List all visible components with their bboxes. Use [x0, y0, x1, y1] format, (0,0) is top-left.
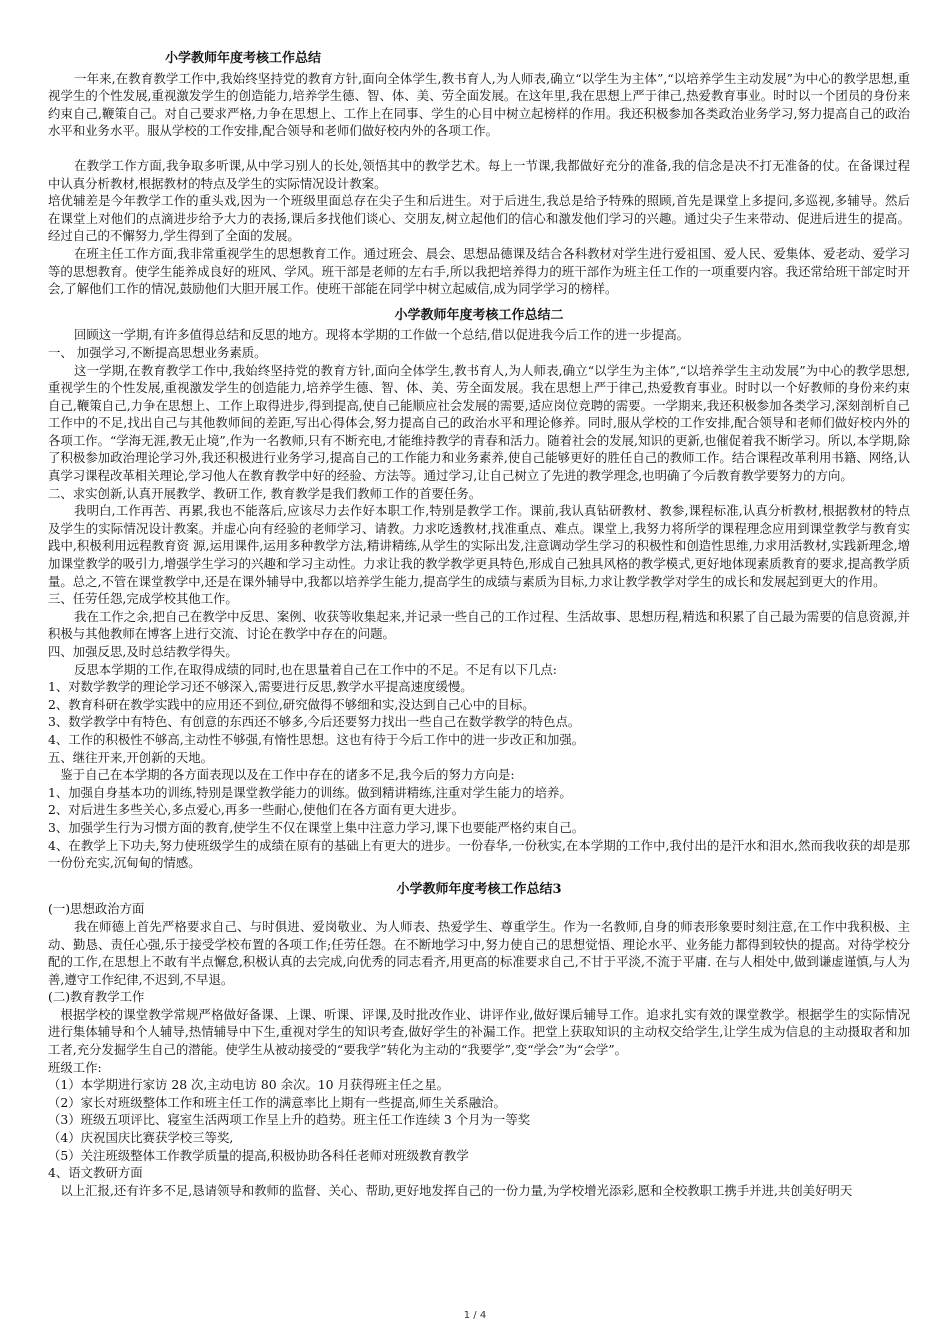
list-item: （5）关注班级整体工作教学质量的提高,积极协助各科任老师对班级教育教学 [48, 1147, 469, 1163]
heading-line: 二、求实创新,认真开展教学、教研工作, 教育教学是我们教师工作的首要任务。 [48, 485, 482, 501]
paragraph: 我在师德上首先严格要求自己、与时俱进、爱岗敬业、为人师表、热爱学生、尊重学生。作为一名教师,自身的师表形象要时刻注意,在工作中我积极、主动、勤恳、责任心强,乐于接受学校布置的各项工作;任劳任怨。在不断地学习中,努力使自己的思想觉悟、理论水平、业务能力都得到较快的提高。对待学校分配的工作,在思想上不敢有半点懈怠,积极认真的去完成,向优秀的同志看齐,用更高的标准要求自己,不甘于平淡,不流于平庸. 在与人相处中,做到谦虚谨慎,与人为善,遵守工作纪律,不迟到,不早退。 [48, 918, 910, 987]
blank-line [48, 140, 910, 157]
list-item: 2、教育科研在教学实践中的应用还不到位,研究做得不够细和实,没达到自己心中的目标。 [48, 696, 535, 712]
section-title-2: 小学教师年度考核工作总结二 [394, 307, 564, 323]
paragraph: 根据学校的课堂教学常规严格做好备课、上课、听课、评课,及时批改作业、讲评作业,做好课后辅导工作。追求扎实有效的课堂教学。根据学生的实际情况进行集体辅导和个人辅导,热情辅导中下生,重视对学生的知识考查,做好学生的补漏工作。把堂上获取知识的主动权交给学生,让学生成为信息的主动摄取者和加工者,充分发掘学生自己的潜能。使学生从被动接受的“要我学”转化为主动的“我要学”,变“学会”为“会学”。 [48, 1006, 910, 1058]
paragraph: 鉴于自己在本学期的各方面表现以及在工作中存在的诸多不足,我今后的努力方向是: [60, 767, 515, 783]
list-item: 1、对数学教学的理论学习还不够深入,需要进行反思,教学水平提高速度缓慢。 [48, 679, 473, 695]
heading-line: 一、 加强学习,不断提高思想业务素质。 [48, 344, 267, 360]
paragraph: 在班主任工作方面,我非常重视学生的思想教育工作。通过班会、晨会、思想品德课及结合各科教材对学生进行爱祖国、爱人民、爱集体、爱老动、爱学习等的思想教育。使学生能养成良好的班风、学风。班干部是老师的左右手,所以我把培养得力的班干部作为班主任工作的一项重要内容。我还常给班干部定时开会,了解他们工作的情况,鼓励他们大胆开展工作。使班干部能在同学中树立起威信,成为同学学习的榜样。 [48, 245, 910, 297]
paragraph: 这一学期,在教育教学工作中,我始终坚持党的教育方针,面向全体学生,教书育人,为人师表,确立“以学生为主体”,“以培养学生主动发展”为中心的教学思想,重视学生的个性发展,重视激发学生的创造能力,培养学生德、智、体、美、劳全面发展。我在思想上严于律己,热爱教育事业。时时以一个好教师的身份来约束自己,鞭策自己,力争在思想上、工作上取得进步,得到提高,使自己能顺应社会发展的需要,适应岗位竞聘的需要。一学期来,我还积极参加各类学习,深刻剖析自己工作中的不足,找出自己与其他教师间的差距,写出心得体会,努力提高自己的政治水平和理论修养。同时,服从学校的工作安排,配合领导和老师们做好校内外的各项工作。“学海无涯,教无止境”,作为一名教师,只有不断充电,才能维持教学的青春和活力。随着社会的发展,知识的更新,也催促着我不断学习。所以,本学期,除了积极参加政治理论学习外,我还积极进行业务学习,提高自己的工作能力和业务素养,使自己能够更好的胜任自己的教师工作。结合课程改革利用书籍、网络,认真学习课程改革相关理论,学习他人在教育教学中好的经验、方法等。通过学习,让自己树立了先进的教学理念,也明确了今后教育教学要努力的方向。 [48, 362, 910, 484]
heading-line: 三、任劳任怨,完成学校其他工作。 [48, 591, 238, 607]
paragraph: 培优辅差是今年教学工作的重头戏,因为一个班级里面总存在尖子生和后进生。对于后进生,我总是给予特殊的照顾,首先是课堂上多提问,多巡视,多辅导。然后在课堂上对他们的点滴进步给予大力的表扬,课后多找他们谈心、交朋友,树立起他们的信心和激发他们学习的兴趣。通过尖子生来带动、促进后进生的提高。经过自己的不懈努力,学生得到了全面的发展。 [48, 193, 910, 244]
heading-line: 4、语文教研方面 [48, 1165, 143, 1181]
heading-line: (二)教育教学工作 [48, 989, 145, 1005]
paragraph: 我在工作之余,把自己在教学中反思、案例、收获等收集起来,并记录一些自己的工作过程、生活故事、思想历程,精选和积累了自己最为需要的信息资源,并积极与其他教师在博客上进行交流、讨论在教学中存在的问题。 [48, 608, 910, 642]
heading-line: 五、继往开来,开创新的天地。 [48, 749, 214, 765]
section-title-1: 小学教师年度考核工作总结 [165, 51, 322, 66]
heading-line: 班级工作: [48, 1059, 102, 1075]
list-item: 1、加强自身基本功的训练,特别是课堂教学能力的训练。做到精讲精练,注重对学生能力的培养。 [48, 784, 572, 800]
paragraph: 一年来,在教育教学工作中,我始终坚持党的教育方针,面向全体学生,教书育人,为人师表,确立“以学生为主体”,“以培养学生主动发展”为中心的教学思想,重视学生的个性发展,重视激发学生的创造能力,培养学生德、智、体、美、劳全面发展。在这年里,我在思想上严于律己,热爱教育事业。时时以一个团员的身份来约束自己,鞭策自己。对自己要求严格,力争在思想上、工作上在同事、学生的心目中树立起榜样的作用。我还积极参加各类政治业务学习,努力提高自己的政治水平和业务水平。服从学校的工作安排,配合领导和老师们做好校内外的各项工作。 [48, 70, 910, 139]
list-item: （4）庆祝国庆比赛获学校三等奖, [48, 1130, 234, 1146]
paragraph: 反思本学期的工作,在取得成绩的同时,也在思量着自己在工作中的不足。不足有以下几点: [74, 661, 557, 677]
list-item: 3、数学教学中有特色、有创意的东西还不够多,今后还要努力找出一些自己在数学教学的特色点。 [48, 714, 581, 730]
list-item: 2、对后进生多些关心,多点爱心,再多一些耐心,使他们在各方面有更大进步。 [48, 802, 465, 818]
list-item: （2）家长对班级整体工作和班主任工作的满意率比上期有一些提高,师生关系融洽。 [48, 1094, 506, 1110]
page-number: 1 / 4 [463, 1310, 487, 1321]
paragraph: 回顾这一学期,有许多值得总结和反思的地方。现将本学期的工作做一个总结,借以促进我今后工作的进一步提高。 [74, 327, 690, 343]
document-page [48, 50, 910, 1199]
list-item: （3）班级五项评比、寝室生活两项工作呈上升的趋势。班主任工作连续 3 个月为一等奖 [48, 1112, 531, 1128]
section-title-3: 小学教师年度考核工作总结3 [396, 881, 562, 897]
paragraph: 我明白,工作再苦、再累,我也不能落后,应该尽力去作好本职工作,特别是教学工作。课前,我认真钻研教材、教参,课程标准,认真分析教材,根据教材的特点及学生的实际情况设计教案。并虚心向有经验的老师学习、请教。力求吃透教材,找准重点、难点。课堂上,我努力将所学的课程理念应用到课堂教学与教育实践中,积极利用远程教育资 源,运用课件,运用多种教学方法,精讲精练,从学生的实际出发,注意调动学生学习的积极性和创造性思维,力求用活教材,实践新理念,增加课堂教学的吸引力,增强学生学习的兴趣和学习主动性。力求让我的教学教学更具特色,形成自己独具风格的教学模式,更好地体现素质教育的要求,提高教学质量。总之,不管在课堂教学中,还是在课外辅导中,我都以培养学生能力,提高学生的成绩与素质为目标,力求让教学教学对学生的成长和发展起到更大的作用。 [48, 503, 910, 589]
paragraph: 在教学工作方面,我争取多听课,从中学习别人的长处,领悟其中的教学艺术。每上一节课,我都做好充分的准备,我的信念是决不打无准备的仗。在备课过程中认真分析教材,根据教材的特点及学生的实际情况设计教案。 [48, 157, 910, 191]
paragraph: 以上汇报,还有许多不足,恳请领导和教师的监督、关心、帮助,更好地发挥自己的一份力量,为学校增光添彩,愿和全校教职工携手并进,共创美好明天 [60, 1182, 853, 1198]
list-item: 4、工作的积极性不够高,主动性不够强,有惰性思想。这也有待于今后工作中的进一步改正和加强。 [48, 731, 585, 747]
list-item: 4、在教学上下功夫,努力使班级学生的成绩在原有的基础上有更大的进步。一份春华,一份秋实,在本学期的工作中,我付出的是汗水和泪水,然而我收获的却是那一份份充实,沉甸甸的情感。 [48, 837, 910, 871]
list-item: 3、加强学生行为习惯方面的教育,使学生不仅在课堂上集中注意力学习,课下也要能严格约束自己。 [48, 819, 585, 835]
heading-line: (一)思想政治方面 [48, 901, 145, 917]
heading-line: 四、加强反思,及时总结教学得失。 [48, 644, 238, 659]
list-item: （1）本学期进行家访 28 次,主动电访 80 余次。10 月获得班主任之星。 [48, 1077, 449, 1093]
